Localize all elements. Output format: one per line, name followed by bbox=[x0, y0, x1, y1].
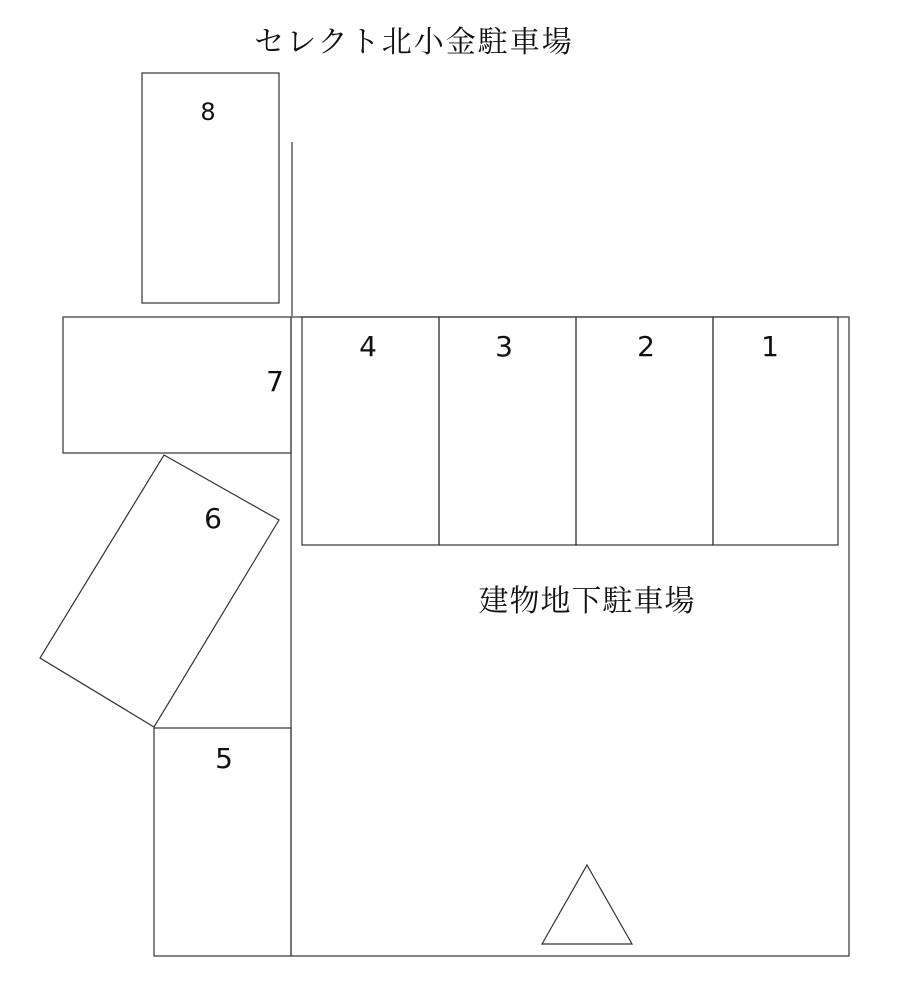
space-6-label: 6 bbox=[204, 502, 222, 535]
space-4-label: 4 bbox=[359, 330, 377, 363]
entrance-triangle-icon bbox=[542, 865, 632, 944]
space-7-label: 7 bbox=[266, 365, 284, 398]
building-parking-label: 建物地下駐車場 bbox=[478, 584, 696, 619]
space-8-label: 8 bbox=[200, 98, 216, 126]
map-title: セレクト北小金駐車場 bbox=[254, 25, 574, 60]
parking-space-7 bbox=[63, 317, 291, 453]
space-2-label: 2 bbox=[637, 330, 655, 363]
space-3-label: 3 bbox=[495, 330, 513, 363]
space-1-label: 1 bbox=[761, 330, 779, 363]
space-5-label: 5 bbox=[215, 742, 233, 775]
building-parking-area bbox=[291, 317, 849, 956]
parking-space-6 bbox=[40, 455, 279, 727]
